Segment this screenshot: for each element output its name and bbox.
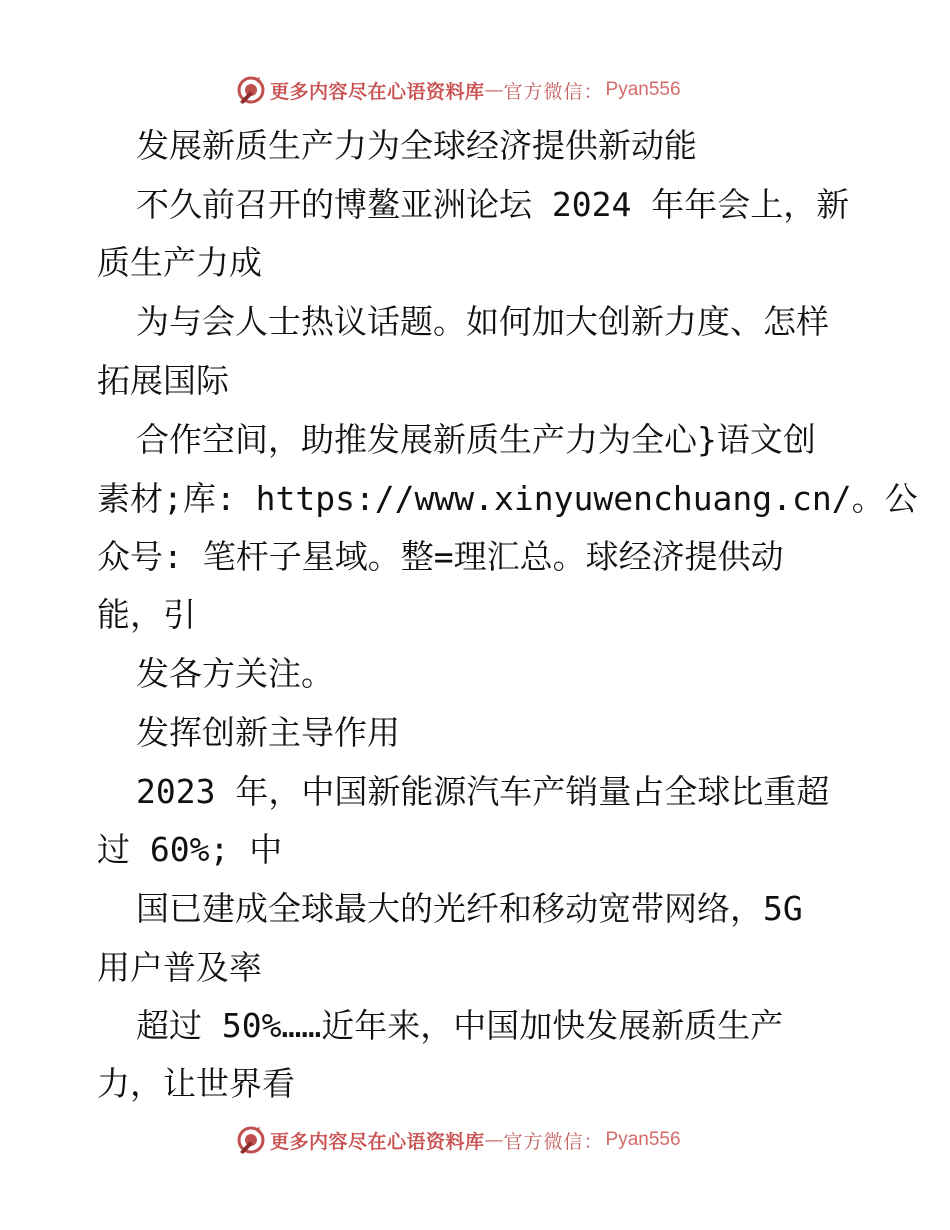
watermark-dash: — [484, 1129, 504, 1151]
watermark-wechat-id: Pyan556 [605, 79, 681, 100]
doc-line: 2023 年，中国新能源汽车产销量占全球比重超 [136, 772, 830, 811]
doc-line: 众号: 笔杆子星域。整=理汇总。球经济提供动 [97, 537, 784, 576]
doc-line: 发各方关注。 [136, 654, 334, 693]
doc-line: 拓展国际 [97, 361, 229, 400]
doc-title: 发展新质生产力为全球经济提供新动能 [136, 126, 697, 165]
header-watermark [236, 74, 681, 106]
watermark-wechat-label: 官方微信： [503, 80, 604, 103]
watermark-wechat-id: Pyan556 [605, 1129, 681, 1150]
pen-logo-icon [236, 75, 266, 105]
doc-line: 力，让世界看 [97, 1064, 295, 1103]
pen-logo-icon [236, 1125, 266, 1155]
watermark-dash: — [484, 79, 504, 101]
doc-line: 国已建成全球最大的光纤和移动宽带网络，5G [136, 889, 803, 928]
doc-line: 素材;库: https://www.xinyuwenchuang.cn/。公 [97, 479, 918, 518]
doc-line: 为与会人士热议话题。如何加大创新力度、怎样 [136, 302, 829, 341]
doc-line: 能，引 [97, 595, 196, 634]
watermark-text: 更多内容尽在心语资料库 [270, 80, 485, 103]
doc-line: 超过 50%……近年来，中国加快发展新质生产 [136, 1006, 784, 1045]
footer-watermark [236, 1124, 681, 1156]
doc-line: 质生产力成 [97, 243, 262, 282]
doc-line: 合作空间，助推发展新质生产力为全心}语文创 [136, 420, 816, 459]
doc-line: 不久前召开的博鳌亚洲论坛 2024 年年会上，新 [136, 185, 850, 224]
section-heading: 发挥创新主导作用 [136, 713, 400, 752]
watermark-text: 更多内容尽在心语资料库 [270, 1130, 485, 1153]
doc-line: 过 60%; 中 [97, 830, 283, 869]
watermark-wechat-label: 官方微信： [503, 1130, 604, 1153]
doc-line: 用户普及率 [97, 948, 262, 987]
